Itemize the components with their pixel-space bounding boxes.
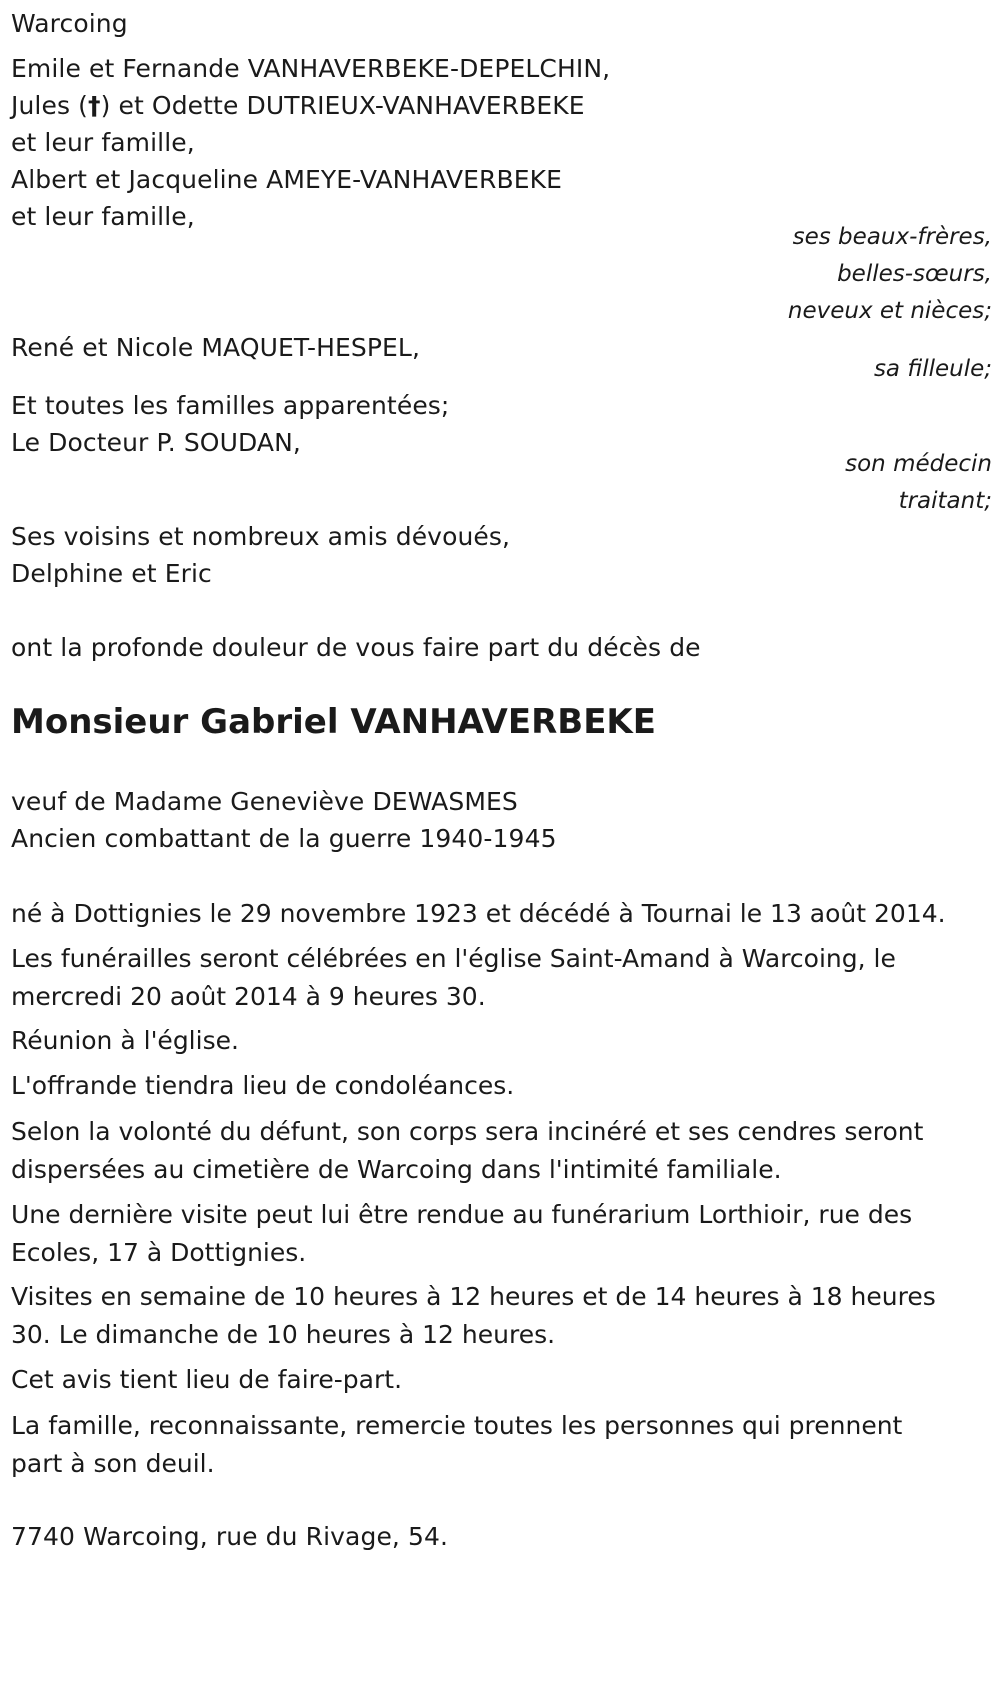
family-line-4: Albert et Jacqueline AMEYE-VANHAVERBEKE bbox=[11, 165, 563, 194]
paragraph-line: Ecoles, 17 à Dottignies. bbox=[11, 1238, 307, 1267]
address: 7740 Warcoing, rue du Rivage, 54. bbox=[11, 1522, 449, 1551]
role-in-laws-1: ses beaux-frères, bbox=[792, 224, 992, 250]
paragraph-line: part à son deuil. bbox=[11, 1449, 215, 1478]
paragraph-visit bbox=[11, 1196, 996, 1272]
paragraph-line: L'offrande tiendra lieu de condoléances. bbox=[11, 1071, 515, 1100]
paragraph-line: Réunion à l'église. bbox=[11, 1026, 239, 1055]
paragraph-offering bbox=[11, 1067, 996, 1105]
paragraph-line: né à Dottignies le 29 novembre 1923 et décédé à Tournai le 13 août 2014. bbox=[11, 899, 946, 928]
family-line-1: Emile et Fernande VANHAVERBEKE-DEPELCHIN, bbox=[11, 54, 611, 83]
paragraph-thanks bbox=[11, 1407, 996, 1483]
cross-icon: † bbox=[87, 91, 101, 120]
town-heading: Warcoing bbox=[11, 9, 128, 38]
family-line-7: Et toutes les familles apparentées; bbox=[11, 391, 450, 420]
family-line-2 bbox=[11, 87, 585, 125]
paragraph-visit-hours bbox=[11, 1278, 996, 1354]
family-line-2-pre: Jules ( bbox=[11, 91, 88, 120]
family-line-6: René et Nicole MAQUET-HESPEL, bbox=[11, 333, 421, 362]
role-doctor-1: son médecin bbox=[845, 451, 992, 477]
family-line-9: Ses voisins et nombreux amis dévoués, bbox=[11, 522, 511, 551]
paragraph-line: La famille, reconnaissante, remercie toutes les personnes qui prennent bbox=[11, 1411, 903, 1440]
family-line-10: Delphine et Eric bbox=[11, 559, 212, 588]
paragraph-funeral bbox=[11, 940, 996, 1016]
paragraph-line: Cet avis tient lieu de faire-part. bbox=[11, 1365, 403, 1394]
family-line-3: et leur famille, bbox=[11, 128, 195, 157]
deceased-name: Monsieur Gabriel VANHAVERBEKE bbox=[11, 702, 656, 742]
family-line-2-post: ) et Odette DUTRIEUX-VANHAVERBEKE bbox=[100, 91, 585, 120]
paragraph-line: Une dernière visite peut lui être rendue au funérarium Lorthioir, rue des bbox=[11, 1200, 913, 1229]
paragraph-line: Selon la volonté du défunt, son corps sera incinéré et ses cendres seront bbox=[11, 1117, 924, 1146]
deceased-spouse: veuf de Madame Geneviève DEWASMES bbox=[11, 787, 518, 816]
role-in-laws-2: belles-sœurs, bbox=[837, 261, 992, 287]
paragraph-line: Les funérailles seront célébrées en l'église Saint-Amand à Warcoing, le bbox=[11, 944, 896, 973]
paragraph-meeting bbox=[11, 1022, 996, 1060]
paragraph-birth-death bbox=[11, 895, 996, 933]
family-line-5: et leur famille, bbox=[11, 202, 195, 231]
announcement: ont la profonde douleur de vous faire part du décès de bbox=[11, 633, 701, 662]
paragraph-cremation bbox=[11, 1113, 996, 1189]
paragraph-line: 30. Le dimanche de 10 heures à 12 heures. bbox=[11, 1320, 556, 1349]
role-doctor-2: traitant; bbox=[898, 488, 992, 514]
role-goddaughter: sa filleule; bbox=[873, 356, 992, 382]
paragraph-line: Visites en semaine de 10 heures à 12 heures et de 14 heures à 18 heures bbox=[11, 1282, 936, 1311]
paragraph-line: dispersées au cimetière de Warcoing dans l'intimité familiale. bbox=[11, 1155, 782, 1184]
deceased-title: Ancien combattant de la guerre 1940-1945 bbox=[11, 824, 557, 853]
family-line-8: Le Docteur P. SOUDAN, bbox=[11, 428, 301, 457]
role-in-laws-3: neveux et nièces; bbox=[787, 298, 992, 324]
paragraph-line: mercredi 20 août 2014 à 9 heures 30. bbox=[11, 982, 486, 1011]
paragraph-notice bbox=[11, 1361, 996, 1399]
